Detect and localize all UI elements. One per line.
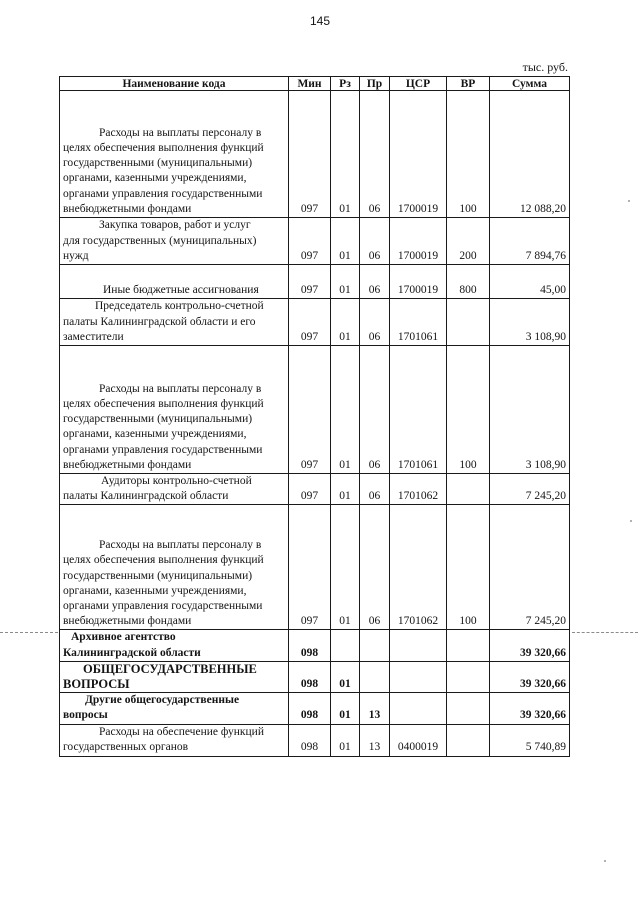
row-name — [60, 505, 289, 630]
cell-vr: 100 — [447, 505, 490, 630]
table-row — [60, 474, 570, 505]
cell-rz: 01 — [331, 299, 360, 346]
cell-pr: 06 — [360, 218, 390, 265]
cell-min: 097 — [289, 299, 331, 346]
table-row — [60, 630, 570, 661]
header-sum: Сумма — [490, 77, 570, 91]
cell-csr: 1700019 — [390, 218, 447, 265]
cell-vr: 800 — [447, 265, 490, 299]
row-name-line: Расходы на выплаты персоналу в — [99, 539, 262, 552]
cell-csr: 1700019 — [390, 265, 447, 299]
cell-vr — [447, 630, 490, 661]
cell-csr — [390, 693, 447, 724]
cell-sum: 7 245,20 — [490, 474, 570, 505]
cell-csr: 1701061 — [390, 299, 447, 346]
budget-table — [59, 76, 570, 757]
row-name-line: внебюджетными фондами — [63, 615, 192, 628]
row-name-line: органами, казенными учреждениями, — [63, 428, 247, 441]
scan-dash-left — [0, 632, 58, 633]
units-label: тыс. руб. — [522, 60, 568, 74]
cell-min: 098 — [289, 693, 331, 724]
row-name-line: вопросы — [63, 709, 108, 722]
scan-dash-right — [572, 632, 638, 633]
row-name-line: Расходы на выплаты персоналу в — [99, 382, 262, 395]
row-name-line: Аудиторы контрольно-счетной — [101, 475, 252, 487]
row-name-line: палаты Калининградской области и его — [63, 315, 256, 328]
row-name-line: органами управления государственными — [63, 187, 263, 200]
cell-csr — [390, 661, 447, 692]
row-name-line: Калининградской области — [63, 646, 201, 659]
row-name-line: органами управления государственными — [63, 443, 263, 456]
cell-rz: 01 — [331, 474, 360, 505]
cell-vr — [447, 724, 490, 756]
row-name-line: Закупка товаров, работ и услуг — [99, 219, 251, 232]
row-name — [60, 693, 289, 724]
cell-csr: 1700019 — [390, 91, 447, 218]
table-row — [60, 218, 570, 265]
row-name-line: Архивное агентство — [71, 631, 176, 644]
row-name-line: нужд — [63, 249, 89, 262]
cell-pr: 06 — [360, 474, 390, 505]
row-name-line: целях обеспечения выполнения функций — [63, 141, 264, 154]
cell-rz: 01 — [331, 91, 360, 218]
row-name-line: ОБЩЕГОСУДАРСТВЕННЫЕ — [83, 661, 257, 676]
row-name-line: органами, казенными учреждениями, — [63, 584, 247, 597]
row-name — [60, 91, 289, 218]
table-row — [60, 265, 570, 299]
table-header-row — [60, 77, 570, 91]
row-name — [60, 218, 289, 265]
row-name — [60, 474, 289, 505]
cell-pr: 06 — [360, 91, 390, 218]
page-number: 145 — [309, 14, 331, 28]
row-name-line: ВОПРОСЫ — [63, 677, 130, 692]
row-name-line: Председатель контрольно-счетной — [95, 300, 264, 313]
row-name-line: Расходы на выплаты персоналу в — [99, 126, 262, 139]
cell-sum: 45,00 — [490, 265, 570, 299]
cell-rz: 01 — [331, 265, 360, 299]
table-row — [60, 724, 570, 756]
cell-sum: 39 320,66 — [490, 661, 570, 692]
cell-csr: 1701062 — [390, 505, 447, 630]
row-name — [60, 299, 289, 346]
cell-pr — [360, 630, 390, 661]
cell-csr — [390, 630, 447, 661]
cell-rz: 01 — [331, 724, 360, 756]
table-row — [60, 661, 570, 692]
header-min: Мин — [289, 77, 331, 91]
row-name-line: государственными (муниципальными) — [63, 413, 253, 426]
cell-min: 098 — [289, 724, 331, 756]
cell-rz: 01 — [331, 505, 360, 630]
row-name — [60, 724, 289, 756]
header-pr: Пр — [360, 77, 390, 91]
cell-min: 098 — [289, 630, 331, 661]
cell-rz: 01 — [331, 218, 360, 265]
row-name-line: целях обеспечения выполнения функций — [63, 554, 264, 567]
cell-vr: 100 — [447, 346, 490, 474]
cell-sum: 3 108,90 — [490, 346, 570, 474]
cell-min: 097 — [289, 265, 331, 299]
cell-csr: 0400019 — [390, 724, 447, 756]
cell-vr — [447, 474, 490, 505]
header-name: Наименование кода — [60, 77, 289, 91]
table-row — [60, 299, 570, 346]
cell-rz: 01 — [331, 346, 360, 474]
header-rz: Рз — [331, 77, 360, 91]
cell-pr: 06 — [360, 505, 390, 630]
cell-min: 097 — [289, 505, 331, 630]
row-name-line: внебюджетными фондами — [63, 458, 192, 471]
cell-min: 098 — [289, 661, 331, 692]
cell-min: 097 — [289, 91, 331, 218]
row-name-line: целях обеспечения выполнения функций — [63, 397, 264, 410]
row-name-line: Другие общегосударственные — [85, 694, 240, 707]
row-name — [60, 346, 289, 474]
row-name — [60, 661, 289, 692]
scan-dot — [630, 520, 632, 522]
cell-sum: 12 088,20 — [490, 91, 570, 218]
cell-rz: 01 — [331, 661, 360, 692]
cell-vr — [447, 661, 490, 692]
cell-pr: 06 — [360, 299, 390, 346]
cell-sum: 39 320,66 — [490, 693, 570, 724]
cell-pr: 13 — [360, 693, 390, 724]
row-name-line: внебюджетными фондами — [63, 202, 192, 215]
cell-vr: 200 — [447, 218, 490, 265]
row-name-line: государственными (муниципальными) — [63, 569, 253, 582]
row-name-line: государственными (муниципальными) — [63, 157, 253, 170]
cell-csr: 1701062 — [390, 474, 447, 505]
cell-min: 097 — [289, 346, 331, 474]
cell-pr — [360, 661, 390, 692]
scan-dot — [604, 860, 606, 862]
cell-vr — [447, 299, 490, 346]
cell-rz: 01 — [331, 693, 360, 724]
cell-rz — [331, 630, 360, 661]
table-row — [60, 91, 570, 218]
cell-sum: 7 245,20 — [490, 505, 570, 630]
table-row — [60, 693, 570, 724]
row-name-line: палаты Калининградской области — [63, 490, 229, 503]
table-row — [60, 346, 570, 474]
cell-sum: 5 740,89 — [490, 724, 570, 756]
row-name — [60, 265, 289, 299]
cell-pr: 06 — [360, 265, 390, 299]
row-name-line: органами, казенными учреждениями, — [63, 172, 247, 185]
row-name-line: органами управления государственными — [63, 600, 263, 612]
cell-sum: 3 108,90 — [490, 299, 570, 346]
row-name — [60, 630, 289, 661]
row-name-line: государственных органов — [63, 741, 189, 754]
cell-min: 097 — [289, 218, 331, 265]
row-name-line: для государственных (муниципальных) — [63, 234, 257, 247]
cell-pr: 13 — [360, 724, 390, 756]
cell-sum: 39 320,66 — [490, 630, 570, 661]
header-csr: ЦСР — [390, 77, 447, 91]
cell-csr: 1701061 — [390, 346, 447, 474]
header-vr: ВР — [447, 77, 490, 91]
cell-vr — [447, 693, 490, 724]
row-name-line: Расходы на обеспечение функций — [99, 726, 264, 739]
cell-vr: 100 — [447, 91, 490, 218]
cell-pr: 06 — [360, 346, 390, 474]
scan-dot — [628, 200, 630, 202]
table-row — [60, 505, 570, 630]
row-name-line: заместители — [63, 330, 124, 343]
cell-sum: 7 894,76 — [490, 218, 570, 265]
row-name-line: Иные бюджетные ассигнования — [103, 283, 259, 296]
cell-min: 097 — [289, 474, 331, 505]
